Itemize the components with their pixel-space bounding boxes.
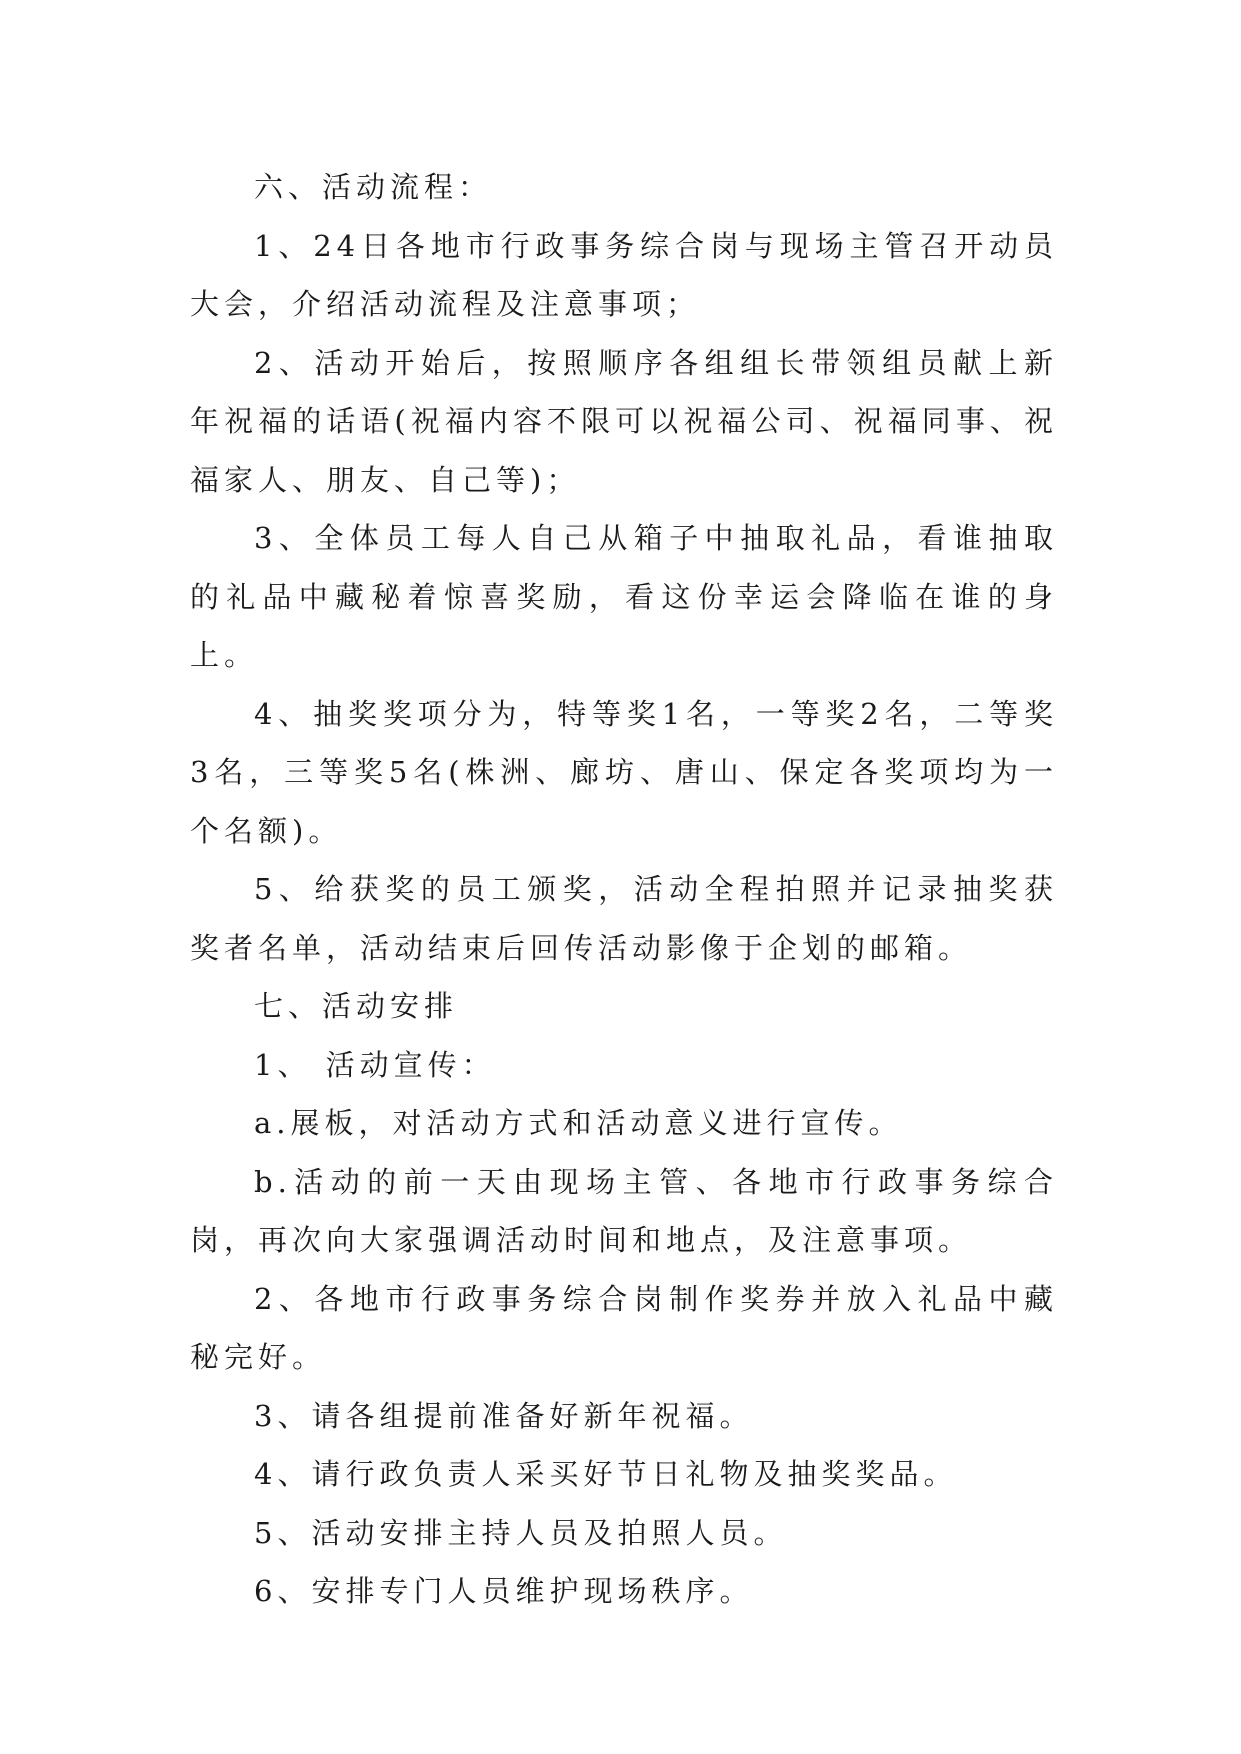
paragraph-arrangement-3: 3、请各组提前准备好新年祝福。 (254, 1398, 754, 1433)
paragraph-arrangement-5: 5、活动安排主持人员及拍照人员。 (254, 1515, 788, 1550)
paragraph-process-3: 3、全体员工每人自己从箱子中抽取礼品，看谁抽取的礼品中藏秘着惊喜奖励，看这份幸运会降临在谁的身上。 (190, 521, 1058, 672)
paragraph-process-2: 2、活动开始后，按照顺序各组组长带领组员献上新年祝福的话语(祝福内容不限可以祝福公司、祝福同事、祝福家人、朋友、自己等)； (190, 345, 1058, 497)
paragraph-arrangement-1b: b.活动的前一天由现场主管、各地市行政事务综合岗，再次向大家强调活动时间和地点，及注意事项。 (190, 1164, 1058, 1257)
paragraph-arrangement-2: 2、各地市行政事务综合岗制作奖券并放入礼品中藏秘完好。 (190, 1281, 1058, 1374)
document-body (190, 158, 1058, 1621)
paragraph-arrangement-1a: a.展板，对活动方式和活动意义进行宣传。 (254, 1106, 903, 1140)
paragraph-arrangement-1: 1、 活动宣传： (254, 1047, 496, 1082)
section-heading-process: 六、活动流程： (254, 170, 493, 204)
paragraph-process-4: 4、抽奖奖项分为，特等奖1名，一等奖2名，二等奖3名，三等奖5名(株洲、廊坊、唐山、保定各奖项均为一个名额)。 (190, 696, 1058, 848)
section-heading-arrangement: 七、活动安排 (254, 989, 459, 1023)
paragraph-arrangement-4: 4、请行政负责人采买好节日礼物及抽奖奖品。 (254, 1457, 958, 1491)
paragraph-process-1: 1、24日各地市行政事务综合岗与现场主管召开动员大会，介绍活动流程及注意事项； (190, 228, 1058, 321)
paragraph-process-5: 5、给获奖的员工颁奖，活动全程拍照并记录抽奖获奖者名单，活动结束后回传活动影像于企划的邮箱。 (190, 872, 1058, 965)
paragraph-arrangement-6: 6、安排专门人员维护现场秩序。 (254, 1574, 754, 1608)
